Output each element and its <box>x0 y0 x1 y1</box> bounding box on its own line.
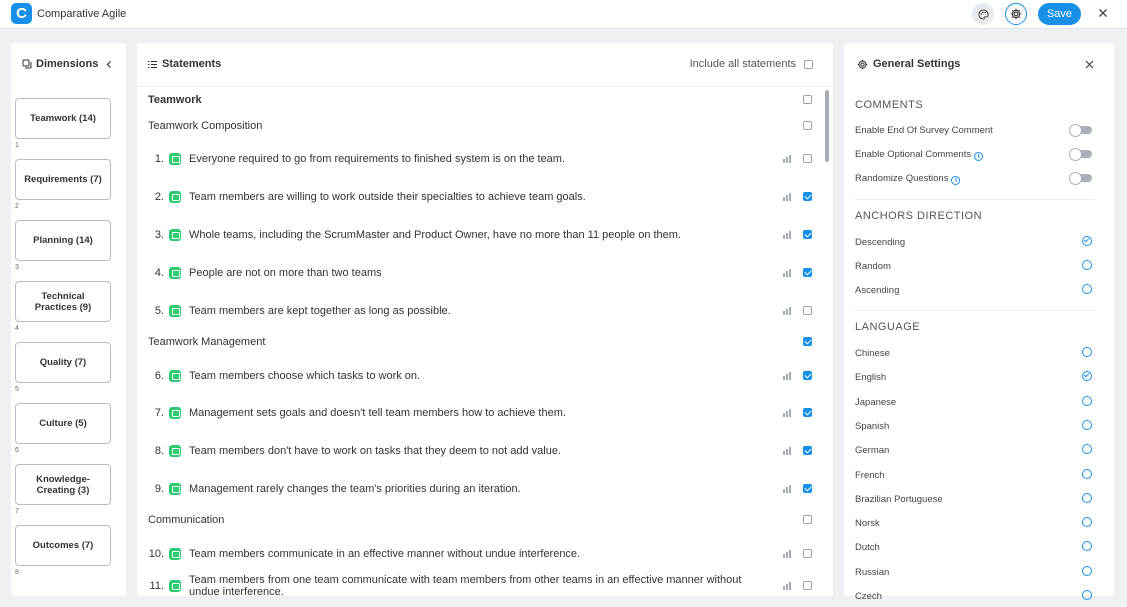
dimension-number: 4 <box>15 325 19 332</box>
language-option-radio[interactable] <box>1082 566 1092 576</box>
include-all-label: Include all statements <box>689 58 796 70</box>
language-option-radio[interactable] <box>1082 541 1092 551</box>
statement-number: 10. <box>148 548 164 560</box>
group-title: Teamwork Management <box>148 336 266 348</box>
stats-icon[interactable] <box>783 372 793 380</box>
statement-text: Whole teams, including the ScrumMaster and Product Owner, have no more than 11 people on them. <box>189 229 682 241</box>
statement-icon <box>169 548 181 560</box>
close-button[interactable] <box>1095 5 1111 21</box>
statement-icon <box>169 445 181 457</box>
dimension-number: 5 <box>15 386 19 393</box>
statement-text: Team members are willing to work outside their specialties to achieve team goals. <box>189 191 586 203</box>
language-option-label: German <box>855 445 890 457</box>
statement-text: Team members don't have to work on tasks that they deem to not add value. <box>189 445 562 457</box>
app-title: Comparative Agile <box>37 8 127 20</box>
statement-number: 9. <box>154 483 164 495</box>
settings-header <box>844 43 1114 87</box>
language-option-radio[interactable] <box>1082 420 1092 430</box>
statement-checkbox[interactable] <box>803 154 812 163</box>
close-icon[interactable] <box>1084 59 1095 70</box>
anchor-option-radio[interactable] <box>1082 236 1092 246</box>
stats-icon[interactable] <box>783 307 793 315</box>
setting-toggle[interactable] <box>1070 150 1092 158</box>
settings-button[interactable] <box>1005 3 1027 25</box>
list-icon <box>148 60 157 69</box>
info-icon[interactable]: i <box>951 176 960 185</box>
statement-icon <box>169 407 181 419</box>
language-option-label: Spanish <box>855 420 890 432</box>
language-option-radio[interactable] <box>1082 590 1092 600</box>
anchor-option-label: Random <box>855 261 891 272</box>
statement-icon <box>169 483 181 495</box>
group-title: Teamwork Composition <box>148 120 263 132</box>
collapse-icon[interactable] <box>105 60 113 69</box>
statement-text: Everyone required to go from requirements to finished system is on the team. <box>189 153 566 165</box>
statement-icon <box>169 229 181 241</box>
statement-text: People are not on more than two teams <box>189 267 382 279</box>
language-option-label: Chinese <box>855 348 890 359</box>
statement-checkbox[interactable] <box>803 121 812 130</box>
language-option-radio[interactable] <box>1082 493 1092 503</box>
dimension-card[interactable]: Teamwork (14) <box>15 98 111 139</box>
anchor-option-radio[interactable] <box>1082 260 1092 270</box>
language-option-label: Norsk <box>855 518 880 530</box>
statement-icon <box>169 191 181 203</box>
top-bar <box>0 0 1127 29</box>
statement-number: 6. <box>154 370 164 382</box>
language-option-label: Brazilian Portuguese <box>855 493 943 505</box>
statement-icon <box>169 580 181 592</box>
divider <box>855 199 1095 200</box>
stats-icon[interactable] <box>783 409 793 417</box>
section-title: ANCHORS DIRECTION <box>855 210 983 222</box>
include-all-checkbox[interactable] <box>804 60 813 69</box>
statement-checkbox[interactable] <box>803 484 812 493</box>
statement-icon <box>169 305 181 317</box>
stats-icon[interactable] <box>783 485 793 493</box>
anchor-option-radio[interactable] <box>1082 284 1092 294</box>
dimension-card[interactable]: Knowledge-Creating (3) <box>15 464 111 505</box>
palette-icon <box>978 9 989 20</box>
dimension-card[interactable]: Technical Practices (9) <box>15 281 111 322</box>
scrollbar[interactable] <box>825 90 829 162</box>
stats-icon[interactable] <box>783 193 793 201</box>
palette-button[interactable] <box>972 3 994 25</box>
dimensions-title: Dimensions <box>36 58 99 70</box>
statement-number: 2. <box>154 191 164 203</box>
include-all <box>690 58 813 70</box>
statement-number: 11. <box>149 580 164 592</box>
statement-text: Team members choose which tasks to work on. <box>189 370 421 382</box>
statement-number: 4. <box>154 267 164 279</box>
statement-checkbox[interactable] <box>803 446 812 455</box>
statement-checkbox[interactable] <box>803 192 812 201</box>
dimensions-header <box>11 43 126 87</box>
settings-title: General Settings <box>873 58 961 70</box>
general-settings-panel <box>844 43 1114 602</box>
dimension-card[interactable]: Outcomes (7) <box>15 525 111 566</box>
statement-number: 5. <box>154 305 164 317</box>
language-option-radio[interactable] <box>1082 517 1092 527</box>
language-option-radio[interactable] <box>1082 469 1092 479</box>
statement-text: Team members from one team communicate with team members from other teams in an effective manner without undue interference. <box>189 574 742 598</box>
statements-title: Statements <box>162 58 222 70</box>
statements-panel <box>137 43 833 596</box>
statement-checkbox[interactable] <box>803 230 812 239</box>
setting-label: Randomize Questions i <box>855 173 960 185</box>
language-option-radio[interactable] <box>1082 347 1092 357</box>
setting-toggle[interactable] <box>1070 174 1092 182</box>
dimension-number: 7 <box>15 508 19 515</box>
dimension-number: 6 <box>15 447 19 454</box>
statement-checkbox[interactable] <box>803 581 812 590</box>
statement-icon <box>169 370 181 382</box>
info-icon[interactable]: i <box>974 152 983 161</box>
language-option-label: Japanese <box>855 396 897 408</box>
stats-icon[interactable] <box>783 582 793 590</box>
statement-checkbox[interactable] <box>803 371 812 380</box>
divider <box>855 310 1095 311</box>
statement-text: Team members are kept together as long as possible. <box>189 305 451 317</box>
stats-icon[interactable] <box>783 269 793 277</box>
language-option-label: Russian <box>855 566 890 578</box>
statement-checkbox[interactable] <box>803 306 812 315</box>
save-button[interactable]: Save <box>1038 3 1081 25</box>
dimensions-panel <box>11 43 126 596</box>
close-icon <box>1095 5 1111 21</box>
stats-icon[interactable] <box>783 550 793 558</box>
language-option-label: Dutch <box>855 542 880 554</box>
stats-icon[interactable] <box>783 155 793 163</box>
stats-icon[interactable] <box>783 231 793 239</box>
dimension-number: 1 <box>15 142 19 149</box>
dimension-card[interactable]: Quality (7) <box>15 342 111 383</box>
dimension-number: 8 <box>15 569 19 576</box>
statement-number: 8. <box>154 445 164 457</box>
gear-icon <box>857 59 868 70</box>
statement-checkbox[interactable] <box>803 337 812 346</box>
section-title: LANGUAGE <box>855 321 921 333</box>
anchor-option-label: Descending <box>855 237 906 248</box>
setting-toggle[interactable] <box>1070 126 1092 134</box>
statement-checkbox[interactable] <box>803 95 812 104</box>
language-option-label: French <box>855 469 885 481</box>
layers-icon <box>22 59 32 69</box>
statement-checkbox[interactable] <box>803 408 812 417</box>
statement-icon <box>169 267 181 279</box>
dimension-card[interactable]: Culture (5) <box>15 403 111 444</box>
anchor-option-label: Ascending <box>855 285 900 296</box>
dimension-number: 3 <box>15 264 19 271</box>
statement-text: Management rarely changes the team's priorities during an iteration. <box>189 483 521 495</box>
dimension-title: Teamwork <box>148 94 202 106</box>
statement-number: 7. <box>154 407 164 419</box>
statement-icon <box>169 153 181 165</box>
stats-icon[interactable] <box>783 447 793 455</box>
statement-text: Management sets goals and doesn't tell team members how to achieve them. <box>189 407 566 419</box>
group-title: Communication <box>148 514 225 526</box>
statement-checkbox[interactable] <box>803 268 812 277</box>
statement-number: 1. <box>154 153 164 165</box>
gear-icon <box>1010 8 1022 20</box>
language-option-label: Czech <box>855 591 882 602</box>
language-option-radio[interactable] <box>1082 396 1092 406</box>
language-option-label: English <box>855 372 887 384</box>
statements-header <box>137 43 833 87</box>
language-option-radio[interactable] <box>1082 371 1092 381</box>
setting-label: Enable End Of Survey Comment <box>855 125 993 136</box>
setting-label: Enable Optional Comments i <box>855 149 983 161</box>
dimension-number: 2 <box>15 203 19 210</box>
dimension-card[interactable]: Requirements (7) <box>15 159 111 200</box>
section-title: COMMENTS <box>855 99 924 111</box>
statement-number: 3. <box>154 229 164 241</box>
language-option-radio[interactable] <box>1082 444 1092 454</box>
statement-text: Team members communicate in an effective manner without undue interference. <box>189 548 581 560</box>
app-logo: C <box>11 3 32 24</box>
statement-checkbox[interactable] <box>803 549 812 558</box>
dimension-card[interactable]: Planning (14) <box>15 220 111 261</box>
statement-checkbox[interactable] <box>803 515 812 524</box>
